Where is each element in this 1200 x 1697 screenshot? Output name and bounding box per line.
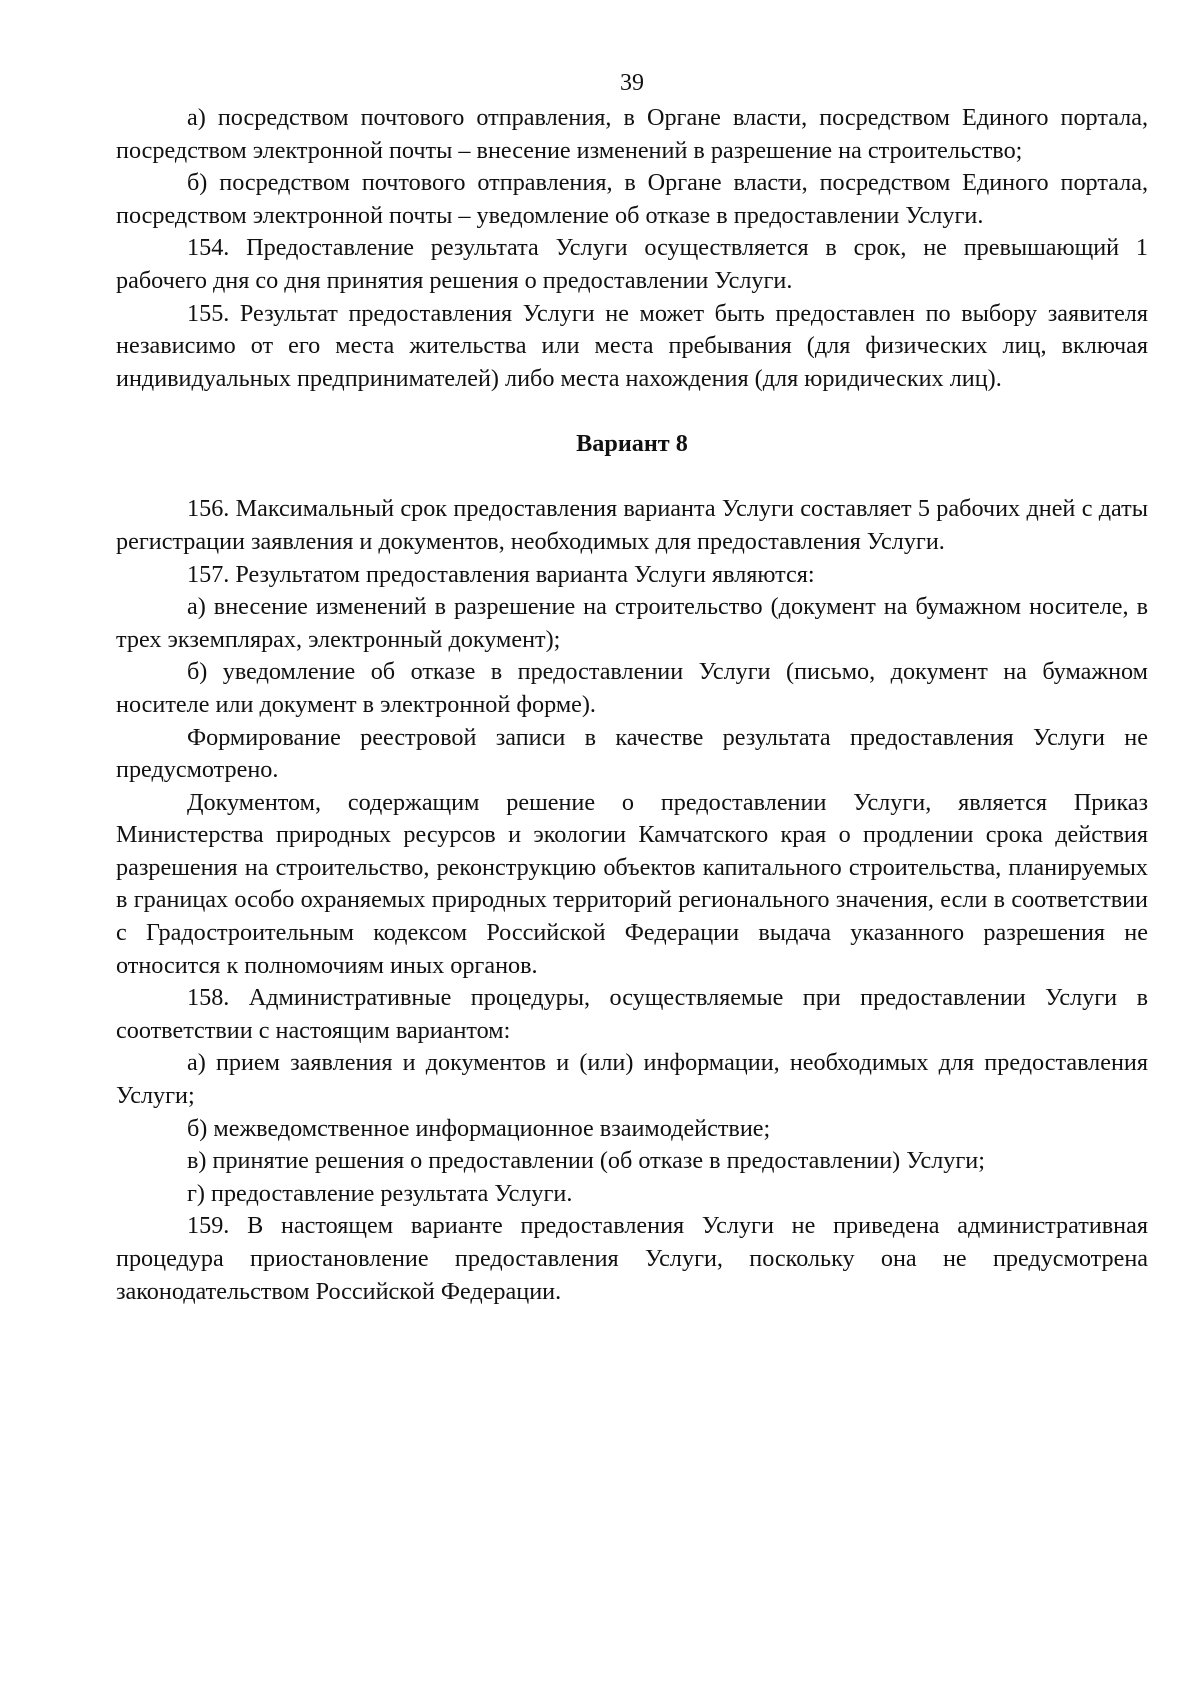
- paragraph-decision-document: Документом, содержащим решение о предоставлении Услуги, является Приказ Министерства природных ресурсов и экологии Камчатского края о продлении срока действия разрешения на строительство, реконструкцию объектов капитального строительства, планируемых в границах особо охраняемых природных территорий регионального значения, если в соответствии с Градостроительным кодексом Российской Федерации выдача указанного разрешения не относится к полномочиям иных органов.: [116, 788, 1148, 979]
- paragraph-156: 156. Максимальный срок предоставления варианта Услуги составляет 5 рабочих дней с даты регистрации заявления и документов, необходимых для предоставления Услуги.: [116, 495, 1148, 555]
- document-body: [116, 102, 1148, 1308]
- paragraph-item-b-before: б) посредством почтового отправления, в Органе власти, посредством Единого портала, посредством электронной почты – уведомление об отказе в предоставлении Услуги.: [116, 169, 1148, 229]
- paragraph-158-item-b: б) межведомственное информационное взаимодействие;: [187, 1114, 771, 1142]
- paragraph-158-item-a: а) прием заявления и документов и (или) информации, необходимых для предоставления Услуги;: [116, 1049, 1148, 1110]
- paragraph-158: 158. Административные процедуры, осуществляемые при предоставлении Услуги в соответствии с настоящим вариантом:: [116, 984, 1148, 1044]
- paragraph-154: 154. Предоставление результата Услуги осуществляется в срок, не превышающий 1 рабочего дня со дня принятия решения о предоставлении Услуги.: [116, 234, 1148, 294]
- paragraph-159: 159. В настоящем варианте предоставления Услуги не приведена административная процедура приостановление предоставления Услуги, поскольку она не предусмотрена законодательством Российской Федерации.: [116, 1212, 1148, 1305]
- page-number: 39: [620, 70, 644, 96]
- paragraph-157: 157. Результатом предоставления варианта Услуги являются:: [187, 560, 815, 588]
- paragraph-157-item-a: а) внесение изменений в разрешение на строительство (документ на бумажном носителе, в трех экземплярах, электронный документ);: [116, 593, 1148, 653]
- paragraph-158-item-c: в) принятие решения о предоставлении (об отказе в предоставлении) Услуги;: [187, 1147, 985, 1175]
- paragraph-155: 155. Результат предоставления Услуги не может быть предоставлен по выбору заявителя независимо от его места жительства или места пребывания (для физических лиц, включая индивидуальных предпринимателей) либо места нахождения (для юридических лиц).: [116, 299, 1148, 392]
- paragraph-registry-record: Формирование реестровой записи в качестве результата предоставления Услуги не предусмотрено.: [116, 723, 1148, 784]
- section-heading: Вариант 8: [576, 430, 688, 458]
- paragraph-158-item-d: г) предоставление результата Услуги.: [187, 1179, 573, 1207]
- paragraph-item-a-before: а) посредством почтового отправления, в Органе власти, посредством Единого портала, посредством электронной почты – внесение изменений в разрешение на строительство;: [116, 104, 1148, 164]
- paragraph-157-item-b: б) уведомление об отказе в предоставлении Услуги (письмо, документ на бумажном носителе или документ в электронной форме).: [116, 658, 1148, 718]
